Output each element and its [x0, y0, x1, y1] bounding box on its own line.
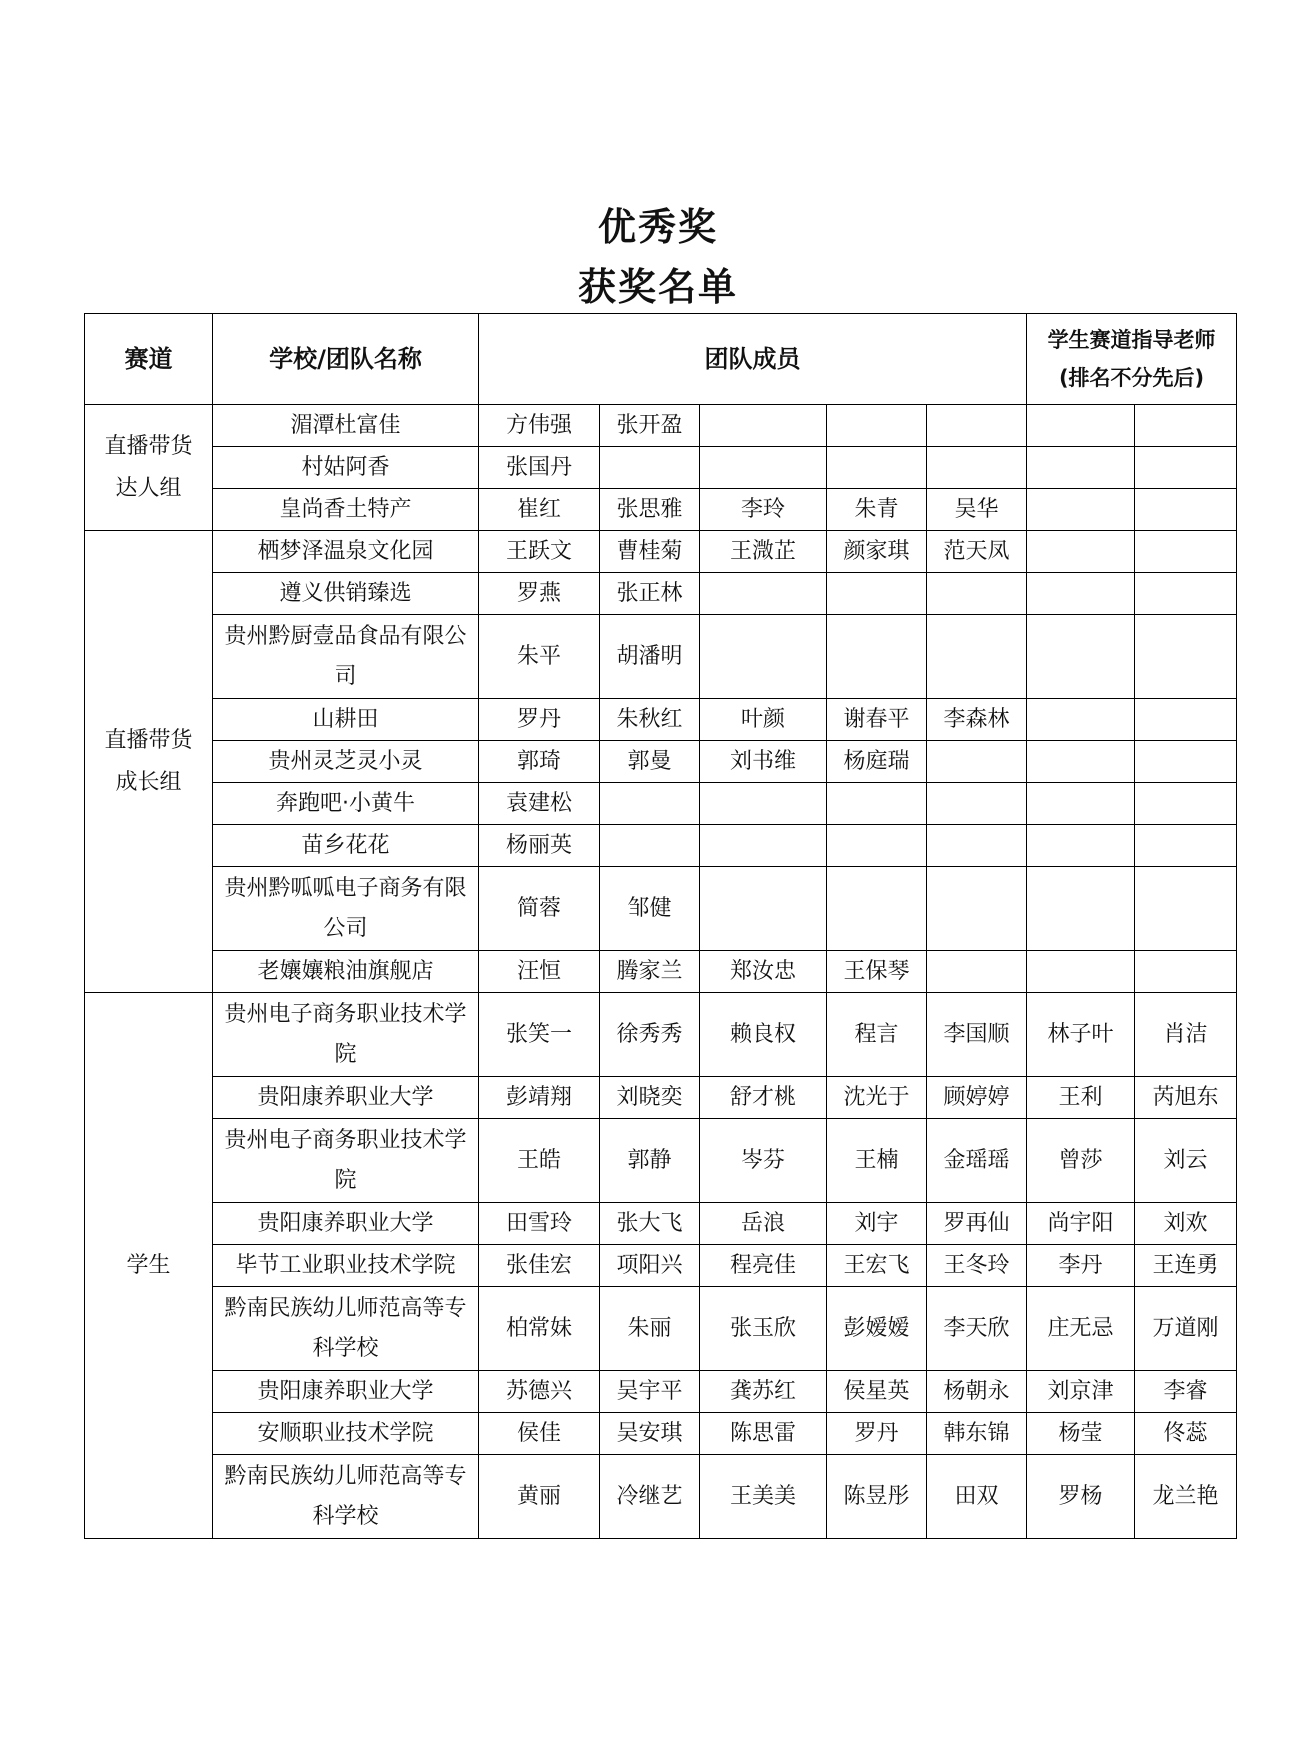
advisor-cell — [1027, 531, 1135, 573]
member-cell: 程亮佳 — [700, 1245, 827, 1287]
member-cell: 王保琴 — [827, 951, 927, 993]
member-cell: 陈思雷 — [700, 1413, 827, 1455]
advisor-cell — [1027, 867, 1135, 951]
advisor-cell — [1135, 867, 1237, 951]
member-cell: 舒才桃 — [700, 1077, 827, 1119]
advisor-cell — [1027, 447, 1135, 489]
advisor-cell — [1027, 951, 1135, 993]
advisor-cell — [1135, 951, 1237, 993]
table-row — [85, 1203, 1237, 1245]
member-cell: 李天欣 — [927, 1287, 1027, 1371]
track-cell: 直播带货 成长组 — [85, 531, 213, 993]
member-cell — [927, 951, 1027, 993]
member-cell: 彭靖翔 — [479, 1077, 600, 1119]
member-cell: 方伟强 — [479, 405, 600, 447]
advisor-cell: 李睿 — [1135, 1371, 1237, 1413]
member-cell — [827, 573, 927, 615]
advisor-cell: 罗杨 — [1027, 1455, 1135, 1539]
table-row — [85, 615, 1237, 699]
member-cell: 袁建松 — [479, 783, 600, 825]
member-cell — [700, 615, 827, 699]
member-cell — [927, 405, 1027, 447]
member-cell — [827, 867, 927, 951]
member-cell: 苏德兴 — [479, 1371, 600, 1413]
member-cell — [927, 867, 1027, 951]
school-name-cell: 黔南民族幼儿师范高等专科学校 — [213, 1287, 479, 1371]
school-name-cell: 贵州电子商务职业技术学院 — [213, 993, 479, 1077]
advisor-cell — [1135, 783, 1237, 825]
advisor-cell: 王连勇 — [1135, 1245, 1237, 1287]
member-cell — [927, 615, 1027, 699]
member-cell: 李森林 — [927, 699, 1027, 741]
member-cell: 张玉欣 — [700, 1287, 827, 1371]
advisor-cell: 曾莎 — [1027, 1119, 1135, 1203]
table-row — [85, 951, 1237, 993]
member-cell — [927, 573, 1027, 615]
member-cell: 韩东锦 — [927, 1413, 1027, 1455]
table-row — [85, 531, 1237, 573]
table-row — [85, 405, 1237, 447]
advisor-cell — [1027, 783, 1135, 825]
school-name-cell: 贵州黔呱呱电子商务有限公司 — [213, 867, 479, 951]
member-cell: 张思雅 — [600, 489, 700, 531]
member-cell: 王跃文 — [479, 531, 600, 573]
school-name-cell: 贵州电子商务职业技术学院 — [213, 1119, 479, 1203]
member-cell: 朱平 — [479, 615, 600, 699]
member-cell — [927, 783, 1027, 825]
advisor-cell: 刘欢 — [1135, 1203, 1237, 1245]
advisor-cell — [1135, 615, 1237, 699]
header-advisor-note: (排名不分先后) — [1058, 366, 1205, 390]
member-cell: 刘书维 — [700, 741, 827, 783]
member-cell: 程言 — [827, 993, 927, 1077]
table-row — [85, 1119, 1237, 1203]
member-cell: 王楠 — [827, 1119, 927, 1203]
advisor-cell — [1135, 741, 1237, 783]
member-cell: 李玲 — [700, 489, 827, 531]
member-cell: 崔红 — [479, 489, 600, 531]
table-row — [85, 699, 1237, 741]
member-cell — [827, 615, 927, 699]
member-cell: 吴华 — [927, 489, 1027, 531]
school-name-cell: 毕节工业职业技术学院 — [213, 1245, 479, 1287]
header-members: 团队成员 — [479, 314, 1027, 405]
header-school: 学校/团队名称 — [213, 314, 479, 405]
member-cell — [700, 573, 827, 615]
page-subtitle: 获奖名单 — [577, 264, 738, 309]
member-cell: 王美美 — [700, 1455, 827, 1539]
member-cell: 简蓉 — [479, 867, 600, 951]
member-cell: 张佳宏 — [479, 1245, 600, 1287]
member-cell: 张国丹 — [479, 447, 600, 489]
advisor-cell — [1027, 573, 1135, 615]
member-cell — [600, 783, 700, 825]
advisor-cell — [1135, 825, 1237, 867]
member-cell: 冷继艺 — [600, 1455, 700, 1539]
track-cell: 直播带货 达人组 — [85, 405, 213, 531]
table-row — [85, 489, 1237, 531]
member-cell: 腾家兰 — [600, 951, 700, 993]
member-cell: 郑汝忠 — [700, 951, 827, 993]
advisor-cell: 杨莹 — [1027, 1413, 1135, 1455]
member-cell: 彭嫒嫒 — [827, 1287, 927, 1371]
member-cell: 赖良权 — [700, 993, 827, 1077]
table-row — [85, 1413, 1237, 1455]
member-cell: 侯星英 — [827, 1371, 927, 1413]
member-cell — [700, 783, 827, 825]
header-advisor-title: 学生赛道指导老师 — [1047, 328, 1216, 352]
table-row — [85, 1245, 1237, 1287]
school-name-cell: 贵阳康养职业大学 — [213, 1077, 479, 1119]
member-cell — [827, 825, 927, 867]
advisor-cell — [1135, 699, 1237, 741]
member-cell: 田双 — [927, 1455, 1027, 1539]
school-name-cell: 皇尚香土特产 — [213, 489, 479, 531]
member-cell: 谢春平 — [827, 699, 927, 741]
member-cell: 胡潘明 — [600, 615, 700, 699]
table-row — [85, 825, 1237, 867]
member-cell: 罗丹 — [827, 1413, 927, 1455]
member-cell: 郭静 — [600, 1119, 700, 1203]
member-cell: 刘晓奕 — [600, 1077, 700, 1119]
member-cell: 张开盈 — [600, 405, 700, 447]
track-cell: 学生 — [85, 993, 213, 1539]
member-cell: 沈光于 — [827, 1077, 927, 1119]
member-cell: 刘宇 — [827, 1203, 927, 1245]
member-cell: 叶颜 — [700, 699, 827, 741]
member-cell: 曹桂菊 — [600, 531, 700, 573]
member-cell: 陈昱彤 — [827, 1455, 927, 1539]
table-row — [85, 1455, 1237, 1539]
table-row — [85, 867, 1237, 951]
member-cell: 黄丽 — [479, 1455, 600, 1539]
member-cell — [827, 447, 927, 489]
table-row — [85, 741, 1237, 783]
school-name-cell: 贵州灵芝灵小灵 — [213, 741, 479, 783]
member-cell — [600, 447, 700, 489]
advisor-cell: 肖洁 — [1135, 993, 1237, 1077]
award-table — [84, 313, 1237, 1539]
advisor-cell — [1027, 405, 1135, 447]
school-name-cell: 苗乡花花 — [213, 825, 479, 867]
advisor-cell — [1027, 741, 1135, 783]
header-advisor — [1027, 314, 1237, 405]
member-cell: 朱丽 — [600, 1287, 700, 1371]
school-name-cell: 黔南民族幼儿师范高等专科学校 — [213, 1455, 479, 1539]
advisor-cell — [1027, 489, 1135, 531]
advisor-cell — [1135, 489, 1237, 531]
table-row — [85, 1287, 1237, 1371]
member-cell: 侯佳 — [479, 1413, 600, 1455]
member-cell — [827, 405, 927, 447]
advisor-cell — [1027, 825, 1135, 867]
school-name-cell: 奔跑吧·小黄牛 — [213, 783, 479, 825]
advisor-cell: 芮旭东 — [1135, 1077, 1237, 1119]
member-cell: 柏常妹 — [479, 1287, 600, 1371]
member-cell — [700, 405, 827, 447]
member-cell — [700, 867, 827, 951]
table-row — [85, 573, 1237, 615]
school-name-cell: 老孃孃粮油旗舰店 — [213, 951, 479, 993]
member-cell: 颜家琪 — [827, 531, 927, 573]
member-cell — [600, 825, 700, 867]
header-track: 赛道 — [85, 314, 213, 405]
member-cell: 田雪玲 — [479, 1203, 600, 1245]
member-cell: 杨朝永 — [927, 1371, 1027, 1413]
member-cell — [700, 447, 827, 489]
member-cell: 邹健 — [600, 867, 700, 951]
member-cell: 王宏飞 — [827, 1245, 927, 1287]
school-name-cell: 贵阳康养职业大学 — [213, 1371, 479, 1413]
advisor-cell — [1135, 405, 1237, 447]
school-name-cell: 贵州黔厨壹品食品有限公司 — [213, 615, 479, 699]
advisor-cell: 万道刚 — [1135, 1287, 1237, 1371]
school-name-cell: 栖梦泽温泉文化园 — [213, 531, 479, 573]
member-cell: 王冬玲 — [927, 1245, 1027, 1287]
member-cell: 张笑一 — [479, 993, 600, 1077]
member-cell: 张大飞 — [600, 1203, 700, 1245]
member-cell: 吴宇平 — [600, 1371, 700, 1413]
member-cell — [700, 825, 827, 867]
school-name-cell: 遵义供销臻选 — [213, 573, 479, 615]
member-cell: 张正林 — [600, 573, 700, 615]
member-cell: 龚苏红 — [700, 1371, 827, 1413]
member-cell: 顾婷婷 — [927, 1077, 1027, 1119]
table-row — [85, 447, 1237, 489]
school-name-cell: 村姑阿香 — [213, 447, 479, 489]
table-row — [85, 783, 1237, 825]
member-cell: 杨庭瑞 — [827, 741, 927, 783]
member-cell: 罗丹 — [479, 699, 600, 741]
member-cell: 岑芬 — [700, 1119, 827, 1203]
member-cell: 王皓 — [479, 1119, 600, 1203]
member-cell — [927, 447, 1027, 489]
school-name-cell: 贵阳康养职业大学 — [213, 1203, 479, 1245]
member-cell: 杨丽英 — [479, 825, 600, 867]
advisor-cell: 李丹 — [1027, 1245, 1135, 1287]
advisor-cell: 尚宇阳 — [1027, 1203, 1135, 1245]
member-cell: 王溦芷 — [700, 531, 827, 573]
member-cell: 汪恒 — [479, 951, 600, 993]
member-cell: 罗燕 — [479, 573, 600, 615]
advisor-cell — [1027, 615, 1135, 699]
school-name-cell: 湄潭杜富佳 — [213, 405, 479, 447]
advisor-cell: 林子叶 — [1027, 993, 1135, 1077]
member-cell: 郭琦 — [479, 741, 600, 783]
member-cell — [927, 825, 1027, 867]
member-cell: 项阳兴 — [600, 1245, 700, 1287]
member-cell — [927, 741, 1027, 783]
advisor-cell — [1135, 447, 1237, 489]
member-cell: 金瑶瑶 — [927, 1119, 1027, 1203]
advisor-cell: 刘京津 — [1027, 1371, 1135, 1413]
member-cell — [827, 783, 927, 825]
advisor-cell: 龙兰艳 — [1135, 1455, 1237, 1539]
table-row — [85, 993, 1237, 1077]
advisor-cell — [1135, 531, 1237, 573]
member-cell: 郭曼 — [600, 741, 700, 783]
advisor-cell: 王利 — [1027, 1077, 1135, 1119]
member-cell: 朱青 — [827, 489, 927, 531]
school-name-cell: 安顺职业技术学院 — [213, 1413, 479, 1455]
member-cell: 李国顺 — [927, 993, 1027, 1077]
member-cell: 罗再仙 — [927, 1203, 1027, 1245]
member-cell: 岳浪 — [700, 1203, 827, 1245]
advisor-cell: 佟蕊 — [1135, 1413, 1237, 1455]
school-name-cell: 山耕田 — [213, 699, 479, 741]
member-cell: 朱秋红 — [600, 699, 700, 741]
table-row — [85, 1371, 1237, 1413]
advisor-cell: 庄无忌 — [1027, 1287, 1135, 1371]
page-title: 优秀奖 — [597, 204, 718, 249]
table-body — [85, 405, 1237, 1539]
member-cell: 范天凤 — [927, 531, 1027, 573]
advisor-cell — [1135, 573, 1237, 615]
member-cell: 徐秀秀 — [600, 993, 700, 1077]
advisor-cell: 刘云 — [1135, 1119, 1237, 1203]
table-row — [85, 1077, 1237, 1119]
member-cell: 吴安琪 — [600, 1413, 700, 1455]
advisor-cell — [1027, 699, 1135, 741]
